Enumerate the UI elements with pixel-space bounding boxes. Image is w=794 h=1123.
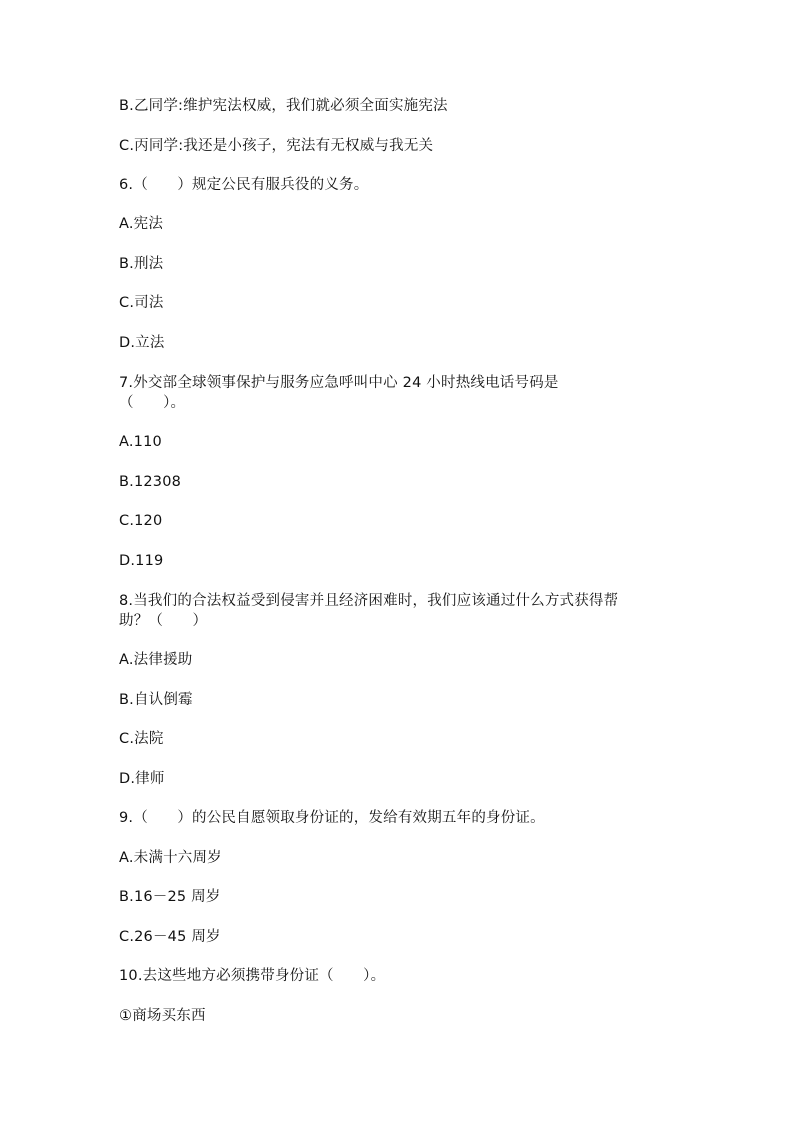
option-b-q5: B.乙同学:维护宪法权威，我们就必须全面实施宪法 [119,98,448,114]
option-c-q7: C.120 [119,513,163,529]
option-a-q6: A.宪法 [119,216,164,232]
question-9: 9.（ ）的公民自愿领取身份证的，发给有效期五年的身份证。 [119,810,545,826]
option-d-q8: D.律师 [119,771,165,787]
option-d-q6: D.立法 [119,335,165,351]
option-a-q7: A.110 [119,434,162,450]
option-c-q5: C.丙同学:我还是小孩子，宪法有无权威与我无关 [119,138,434,154]
option-d-q7: D.119 [119,553,164,569]
question-10: 10.去这些地方必须携带身份证（ ）。 [119,968,386,984]
option-c-q8: C.法院 [119,731,164,747]
question-7-cont: （ ）。 [119,395,186,411]
item-1-q10: ①商场买东西 [119,1008,206,1024]
option-a-q8: A.法律援助 [119,652,193,668]
option-c-q6: C.司法 [119,295,164,311]
option-b-q8: B.自认倒霉 [119,692,193,708]
question-8-cont: 助？（ ） [119,613,208,629]
question-6: 6.（ ）规定公民有服兵役的义务。 [119,177,369,193]
option-c-q9: C.26－45 周岁 [119,929,221,945]
option-b-q6: B.刑法 [119,256,164,272]
option-a-q9: A.未满十六周岁 [119,850,222,866]
question-8: 8.当我们的合法权益受到侵害并且经济困难时，我们应该通过什么方式获得帮 [119,593,619,609]
question-7: 7.外交部全球领事保护与服务应急呼叫中心 24 小时热线电话号码是 [119,375,559,391]
option-b-q7: B.12308 [119,474,182,490]
option-b-q9: B.16－25 周岁 [119,889,221,905]
